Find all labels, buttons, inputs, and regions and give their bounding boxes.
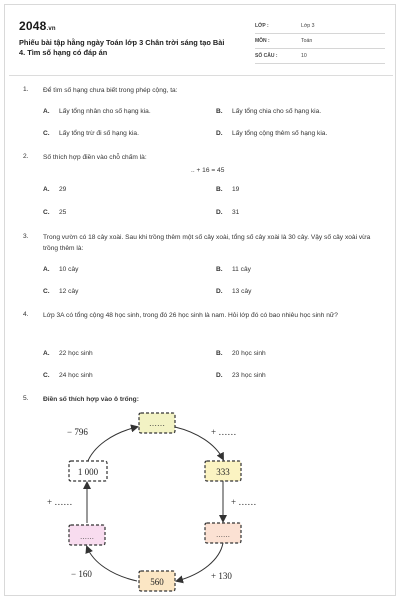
meta-key: LỚP : (255, 23, 269, 29)
option-letter: D. (216, 209, 223, 216)
question-text: Điền số thích hợp vào ô trống: (43, 396, 139, 403)
question-text: Trong vườn có 18 cây xoài. Sau khi trồng thêm một số cây xoài, tổng số cây xoài là 30 cây. Vậy số cây xoài vừa trồng thêm là: (43, 234, 371, 252)
option-letter: A. (43, 350, 50, 357)
number-cycle-diagram (5, 403, 397, 599)
meta-row-subject (255, 36, 385, 49)
option-text: 20 học sinh (232, 350, 266, 357)
meta-value: 10 (301, 53, 307, 59)
option-letter: C. (43, 209, 50, 216)
question-text: Lớp 3A có tổng cộng 48 học sinh, trong đó 26 học sinh là nam. Hỏi lớp đó có bao nhiêu học sinh nữ? (43, 312, 338, 319)
option-letter: D. (216, 372, 223, 379)
question-number: 4. (23, 311, 29, 318)
worksheet-title: Phiếu bài tập hằng ngày Toán lớp 3 Chân trời sáng tạo Bài 4. Tìm số hạng có đáp án (19, 38, 225, 57)
option-text: Lấy tổng nhân cho số hạng kia. (59, 108, 151, 115)
option-letter: A. (43, 186, 50, 193)
option-b[interactable] (216, 266, 251, 273)
box-lower-left-value: …… (80, 533, 94, 541)
option-a[interactable] (43, 350, 93, 357)
question-number: 2. (23, 153, 29, 160)
box-lower-right-value: …… (216, 531, 230, 539)
option-text: 29 (59, 186, 67, 193)
option-a[interactable] (43, 108, 151, 115)
option-letter: A. (43, 108, 50, 115)
meta-table (255, 21, 385, 66)
brand-name: 2048 (19, 19, 47, 33)
question-text: Để tìm số hạng chưa biết trong phép cộng, ta: (43, 87, 178, 94)
box-left-value: 1 000 (77, 467, 99, 477)
option-letter: A. (43, 266, 50, 273)
box-lower-right[interactable] (205, 523, 241, 543)
box-top[interactable] (139, 413, 175, 433)
option-c[interactable] (43, 288, 78, 295)
option-text: 22 học sinh (59, 350, 93, 357)
option-c[interactable] (43, 209, 66, 216)
brand-suffix: .vn (46, 26, 56, 32)
option-text: 25 (59, 209, 67, 216)
option-text: 31 (232, 209, 240, 216)
meta-row-class (255, 21, 385, 34)
option-text: 13 cây (232, 288, 252, 295)
option-text: 23 học sinh (232, 372, 266, 379)
arrow-bottom-to-lower-left (87, 547, 137, 581)
option-d[interactable] (216, 209, 239, 216)
option-text: 19 (232, 186, 240, 193)
label-bottom-right: + 130 (211, 571, 232, 581)
option-d[interactable] (216, 372, 266, 379)
question-number: 1. (23, 86, 29, 93)
meta-row-count (255, 51, 385, 64)
header-divider (9, 75, 393, 76)
box-bottom[interactable] (139, 571, 175, 591)
label-mid-right: + …… (231, 497, 257, 507)
option-text: 12 cây (59, 288, 79, 295)
option-text: Lấy tổng chia cho số hạng kia. (232, 108, 322, 115)
option-letter: B. (216, 266, 223, 273)
option-text: 10 cây (59, 266, 79, 273)
option-b[interactable] (216, 186, 239, 193)
arrow-left-to-top (87, 427, 137, 463)
box-top-value: …… (149, 419, 165, 428)
option-text: Lấy tổng trừ đi số hạng kia. (59, 130, 139, 137)
box-right-value: 333 (216, 467, 230, 477)
brand-logo (19, 19, 56, 33)
option-text: 11 cây (232, 266, 251, 273)
option-d[interactable] (216, 130, 327, 137)
option-b[interactable] (216, 108, 321, 115)
meta-value: Toán (301, 38, 313, 44)
option-a[interactable] (43, 186, 66, 193)
option-letter: C. (43, 288, 50, 295)
option-letter: B. (216, 108, 223, 115)
worksheet-page (4, 4, 396, 596)
box-lower-left[interactable] (69, 525, 105, 545)
label-top-right: + …… (211, 427, 237, 437)
box-right[interactable] (205, 461, 241, 481)
option-letter: C. (43, 130, 50, 137)
box-bottom-value: 560 (150, 577, 164, 587)
option-letter: B. (216, 350, 223, 357)
option-a[interactable] (43, 266, 78, 273)
option-text: 24 học sinh (59, 372, 93, 379)
option-b[interactable] (216, 350, 266, 357)
question-number: 5. (23, 395, 29, 402)
label-top-left: − 796 (67, 427, 88, 437)
meta-key: SỐ CÂU : (255, 53, 278, 59)
option-letter: D. (216, 288, 223, 295)
label-mid-left: + …… (47, 497, 73, 507)
option-letter: D. (216, 130, 223, 137)
meta-key: MÔN : (255, 38, 270, 44)
label-bottom-left: − 160 (71, 569, 92, 579)
option-c[interactable] (43, 130, 139, 137)
equation: .. + 16 = 45 (191, 167, 225, 174)
box-left[interactable] (69, 461, 107, 481)
question-number: 3. (23, 233, 29, 240)
header (19, 19, 385, 67)
option-letter: B. (216, 186, 223, 193)
option-c[interactable] (43, 372, 93, 379)
option-letter: C. (43, 372, 50, 379)
option-d[interactable] (216, 288, 251, 295)
meta-value: Lớp 3 (301, 23, 315, 29)
question-text: Số thích hợp điền vào chỗ chấm là: (43, 154, 147, 161)
option-text: Lấy tổng cộng thêm số hạng kia. (232, 130, 328, 137)
